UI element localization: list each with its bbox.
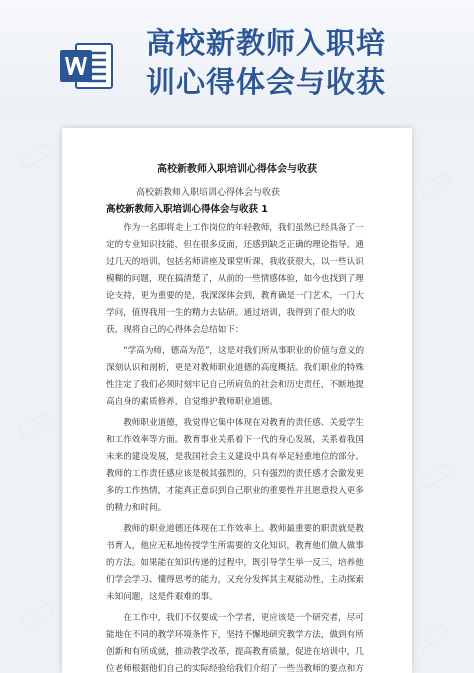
paragraph: 教师职业道德，我觉得它集中体现在对教育的责任感、关爱学生和工作效率等方面。教育事业关系着下一代的身心发展，关系着我国未来的建设发展，是我国社会主义建设中具有举足轻重地位的部分。教师的工作责任感应该是极其强烈的，只有强烈的责任感才会激发更多的工作热情，才能真正意识到自己职业的重要性并且愿意投入更多的精力和时间。 (106, 418, 364, 513)
title-banner (0, 0, 474, 118)
document-title: 高校新教师入职培训心得体会与收获 (157, 164, 317, 175)
document-subtitle: 高校新教师入职培训心得体会与收获 (136, 188, 281, 198)
banner-title-line-1: 高校新教师入职培 (146, 26, 387, 60)
document-page (62, 128, 412, 673)
paragraph: 教师的职业道德还体现在工作效率上。教师最重要的职责就是教书育人，他应无私地传授学生所需要的文化知识，教育他们做人做事的方法。如果能在知识传递的过程中，既引导学生举一反三，培养他们学会学习、懂得思考的能力，又充分发挥其主观能动性，主动探索未知问题，这是件艰难的事。 (106, 524, 364, 602)
paragraph: 作为一名即将走上工作岗位的年轻教师，我们虽然已经具备了一定的专业知识技能，但在很多反面，还感到缺乏正确的理论指导。通过几天的培训，包括名师讲座及课堂听课，我收获很大，以一些认识模糊的问题，现在搞清楚了，从前的一些情感体验，如今也找到了理论支持，更为重要的是，我深深体会到，教育确是一门艺术，一门大学问，值得我用一生的精力去钻研。通过培训，我得到了很大的收获，现将自己的心得体会总结如下： (106, 223, 364, 335)
banner-title (146, 24, 456, 102)
document-body (106, 220, 370, 673)
paragraph: “学高为师，德高为范”，这是对我们所从事职业的价值与意义的深刻认识和剖析，更是对教师职业道德的高度概括。我们职业的特殊性注定了我们必须时刻牢记自己所肩负的社会和历史责任，不断地提高自身的素质修养，自觉维护教师职业道德。 (106, 346, 365, 407)
word-document-icon (58, 38, 114, 94)
paragraph: 在工作中，我们不仅要成一个学者，更应该是一个研究者，尽可能地在不同的教学环境条件下，坚持不懈地研究教学方法，做到有所创新和有所成就，推动教学改革，提高教育质量，促进在培训中，几位老师根据他们自己的实际经验给我们介绍了一些当教师的要点和方 (106, 613, 364, 673)
section-heading: 高校新教师入职培训心得体会与收获 1 (106, 204, 268, 215)
banner-title-line-2: 训心得体会与收获 (146, 65, 387, 99)
